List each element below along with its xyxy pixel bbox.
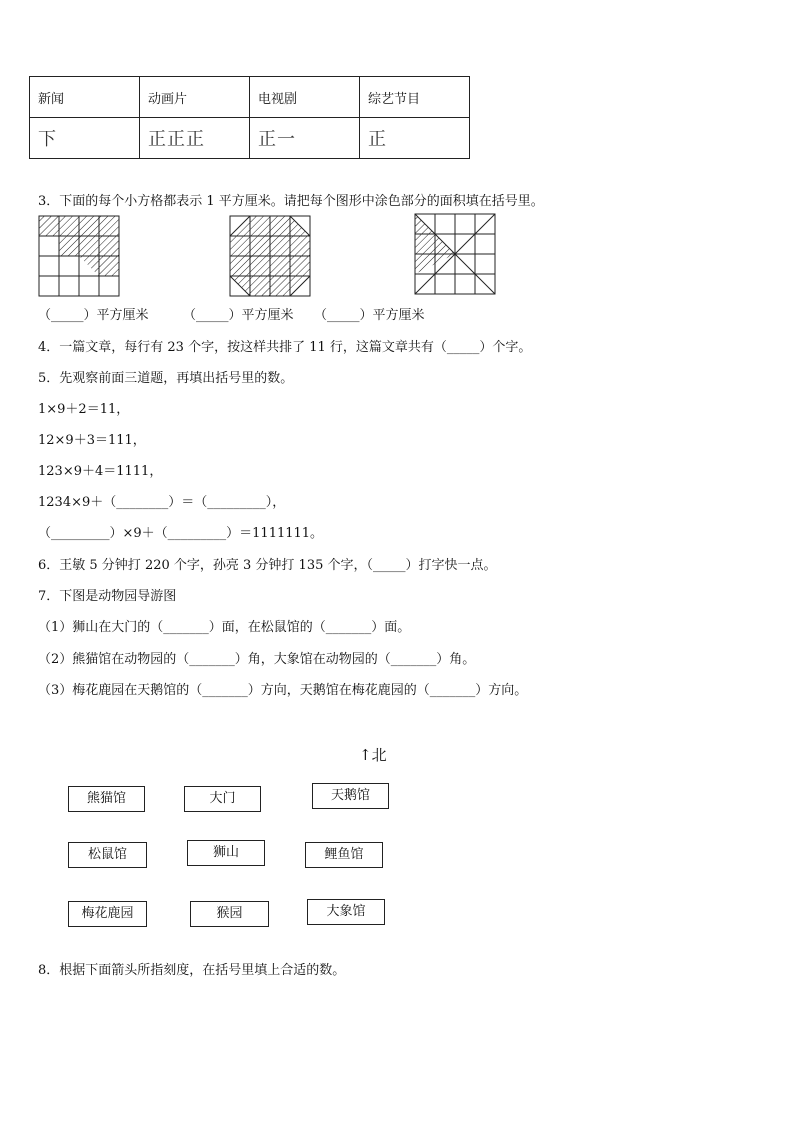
area-figure-2 (229, 215, 311, 297)
tally-cartoon (140, 118, 250, 159)
tally-mark: 正一 (258, 129, 296, 150)
area-figure-3 (414, 213, 496, 295)
elephant-house: 大象馆 (307, 899, 385, 925)
swan-house: 天鹅馆 (312, 783, 389, 809)
q5-text: 5．先观察前面三道题，再填出括号里的数。 (38, 371, 294, 386)
q5-line-1: 1×9＋2＝11， (38, 402, 130, 417)
tally-news (30, 118, 140, 159)
tally-mark: 正正正 (148, 129, 205, 150)
north-arrow-icon: ↑ (359, 746, 372, 764)
area-figure-1 (38, 215, 120, 297)
q4-text: 4．一篇文章，每行有 23 个字，按这样共排了 11 行，这篇文章共有（_____）个字。 (38, 340, 532, 355)
tally-variety (360, 118, 470, 159)
q7-part-1[interactable]: （1）狮山在大门的（_______）面，在松鼠馆的（_______）面。 (38, 620, 411, 635)
q5-line-5[interactable]: （_________）×9＋（_________）＝1111111。 (38, 526, 324, 541)
squirrel-house: 松鼠馆 (68, 842, 147, 868)
deer-garden: 梅花鹿园 (68, 901, 147, 927)
q6-text[interactable]: 6．王敏 5 分钟打 220 个字，孙亮 3 分钟打 135 个字，（_____）打字快一点。 (38, 558, 497, 573)
tally-mark-row (30, 118, 470, 159)
tally-mark: 下 (38, 129, 57, 150)
q3-answer-1[interactable]: （_____）平方厘米 (38, 308, 149, 323)
tally-mark: 正 (368, 129, 387, 150)
q7-part-2[interactable]: （2）熊猫馆在动物园的（_______）角，大象馆在动物园的（_______）角。 (38, 652, 476, 667)
q7-part-3[interactable]: （3）梅花鹿园在天鹅馆的（_______）方向，天鹅馆在梅花鹿园的（_______）方向。 (38, 683, 528, 698)
main-gate: 大门 (184, 786, 261, 812)
q5-line-3: 123×9＋4＝1111， (38, 464, 163, 479)
q3-answer-2[interactable]: （_____）平方厘米 (183, 308, 294, 323)
header-cartoon: 动画片 (140, 77, 250, 118)
q5-line-2: 12×9＋3＝111， (38, 433, 146, 448)
header-news: 新闻 (30, 77, 140, 118)
lion-hill: 狮山 (187, 840, 265, 866)
tally-table (29, 76, 470, 159)
tally-tv-drama (250, 118, 360, 159)
q3-text: 3．下面的每个小方格都表示 1 平方厘米。请把每个图形中涂色部分的面积填在括号里。 (38, 194, 544, 209)
carp-house: 鲤鱼馆 (305, 842, 383, 868)
north-indicator (359, 744, 387, 765)
header-variety: 综艺节目 (360, 77, 470, 118)
q3-answer-3[interactable]: （_____）平方厘米 (314, 308, 425, 323)
panda-house: 熊猫馆 (68, 786, 145, 812)
q7-text: 7．下图是动物园导游图 (38, 589, 177, 604)
header-tv-drama: 电视剧 (250, 77, 360, 118)
monkey-garden: 猴园 (190, 901, 269, 927)
tally-header-row (30, 77, 470, 118)
north-label: 北 (371, 746, 387, 764)
q8-text: 8．根据下面箭头所指刻度，在括号里填上合适的数。 (38, 963, 346, 978)
q5-line-4[interactable]: 1234×9＋（________）＝（_________）， (38, 495, 286, 510)
